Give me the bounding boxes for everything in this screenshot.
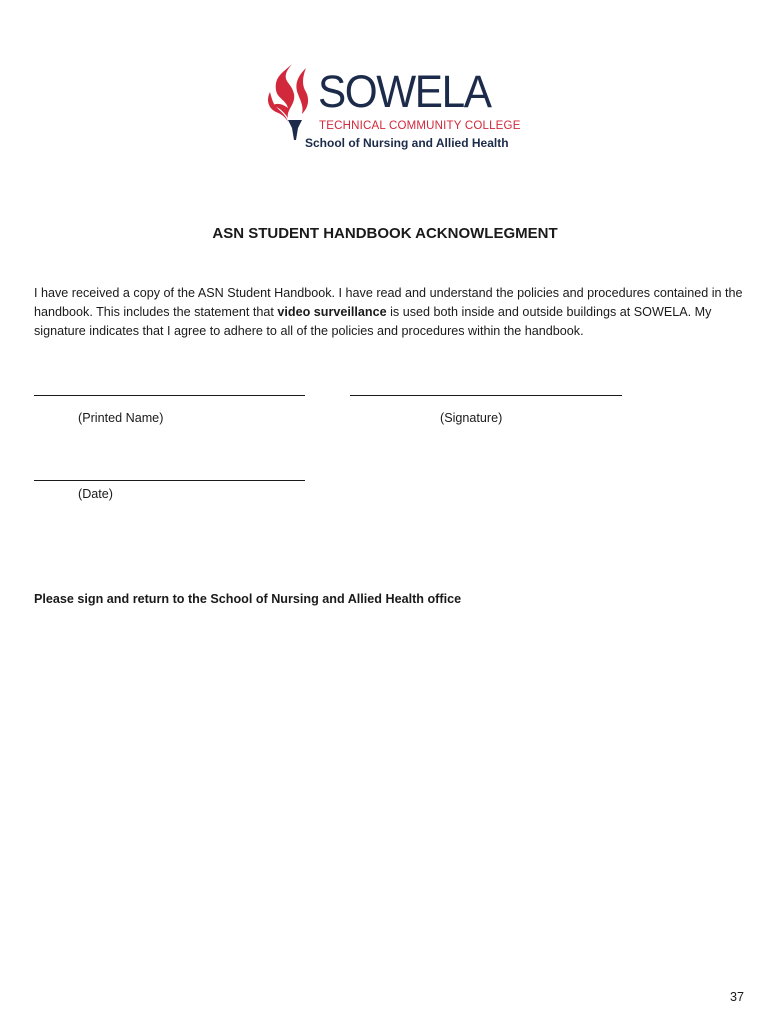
paragraph-emphasis: video surveillance — [277, 305, 387, 319]
date-label: (Date) — [78, 487, 113, 501]
logo-school-name: School of Nursing and Allied Health — [305, 136, 509, 150]
acknowledgment-paragraph — [34, 284, 752, 341]
sowela-logo — [262, 62, 522, 154]
return-instruction: Please sign and return to the School of Nursing and Allied Health office — [34, 592, 462, 606]
paragraph-text-end: is used both inside and outside buildings at SOWELA. My signature indicates that I agree to adhere to all of the policies and procedures within the handbook. — [34, 305, 712, 338]
page-number: 37 — [729, 990, 744, 1004]
signature-line[interactable] — [350, 395, 622, 396]
printed-name-line[interactable] — [34, 395, 305, 396]
document-title: ASN STUDENT HANDBOOK ACKNOWLEGMENT — [212, 225, 558, 242]
paragraph-text-start: I have received a copy of the ASN Student Handbook. I have read and understand the policies and procedures contained in the handbook. This includes the statement that — [34, 286, 743, 319]
logo-name: SOWELA — [318, 66, 491, 117]
date-line[interactable] — [34, 480, 305, 481]
flame-torch-icon — [262, 62, 318, 142]
printed-name-label: (Printed Name) — [78, 411, 164, 425]
signature-label: (Signature) — [440, 411, 503, 425]
logo-subtitle: TECHNICAL COMMUNITY COLLEGE — [319, 120, 521, 132]
